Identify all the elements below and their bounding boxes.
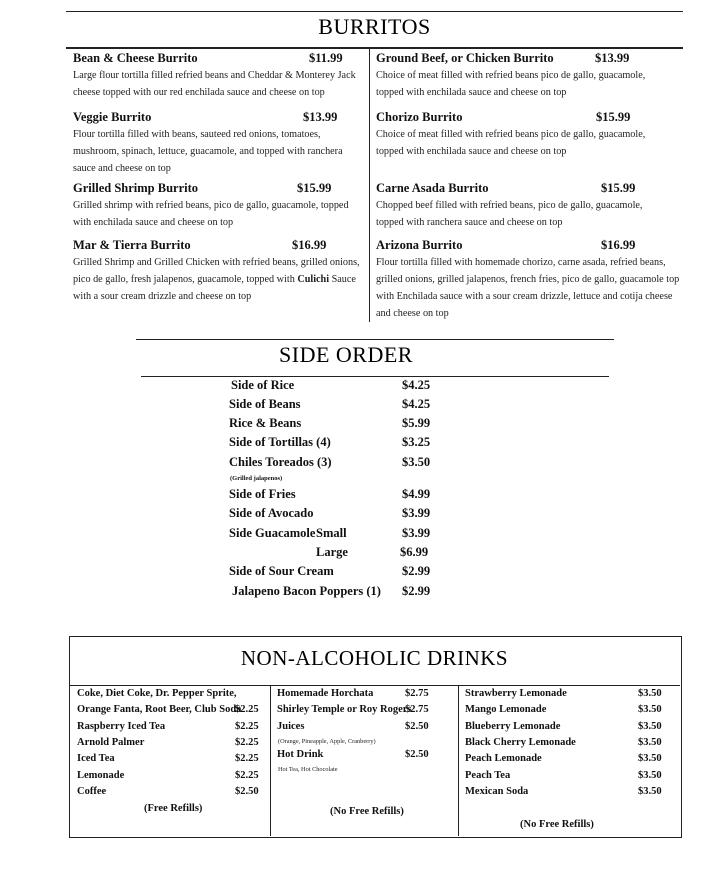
item-name: Chorizo Burrito [376,110,463,124]
side-item-name: Side of Tortillas (4) [229,435,331,449]
side-item-size: Small [316,526,347,540]
item-name: Bean & Cheese Burrito [73,51,198,65]
drink-name: Peach Tea [465,770,511,781]
side-item-price: $4.25 [402,397,431,411]
drink-name: Mango Lemonade [465,704,547,715]
drink-price: $3.50 [638,770,662,781]
item-name: Arizona Burrito [376,238,463,252]
refill-note: (No Free Refills) [520,819,594,830]
side-item-price: $3.25 [402,435,431,449]
item-price: $15.99 [601,181,636,195]
side-order-top-rule [136,339,614,340]
drinks-divider-2 [458,685,459,836]
item-price: $13.99 [595,51,630,65]
drink-name: Blueberry Lemonade [465,721,561,732]
drink-price: $3.50 [638,721,662,732]
item-price: $15.99 [596,110,631,124]
desc-bold-text: Culichi [297,274,330,285]
side-item-price: $3.50 [402,455,431,469]
drink-name: Mexican Soda [465,786,529,797]
item-description: Choice of meat filled with refried beans pico de gallo, guacamole, topped with enchilada sauce and cheese on top [376,129,646,157]
drink-name: Coffee [77,786,107,797]
refill-note: (Free Refills) [144,803,203,814]
side-item-name: Jalapeno Bacon Poppers (1) [232,584,381,598]
side-item-price: $2.99 [402,584,431,598]
side-item-note: (Grilled jalapenos) [230,475,283,482]
drink-note: (Orange, Pineapple, Apple, Cranberry) [278,738,376,745]
item-description: Grilled shrimp with refried beans, pico de gallo, guacamole, topped with enchilada sauce and cheese on top [73,200,349,228]
item-description: Flour tortilla filled with homemade chorizo, carne asada, refried beans, grilled onions, grilled jalapenos, french fries, pico de gallo, guacamole top with Enchilada sauce with a sour cream drizzle, lettuce and cotija cheese and cheese on top [376,257,680,319]
side-item-price: $2.99 [402,564,431,578]
drink-name: Strawberry Lemonade [465,688,567,699]
item-name: Ground Beef, or Chicken Burrito [376,51,554,65]
drink-price: $3.50 [638,753,662,764]
drink-price: $2.25 [235,770,259,781]
side-item-name: Rice & Beans [229,416,302,430]
drink-name: Orange Fanta, Root Beer, Club Soda [77,704,242,715]
side-item-size: Large [316,545,348,559]
drink-price: $2.25 [235,737,259,748]
drink-price: $2.50 [405,721,429,732]
drink-name: Juices [277,721,305,732]
side-item-name: Side Guacamole [229,526,316,540]
item-name: Carne Asada Burrito [376,181,489,195]
side-item-price: $3.99 [402,506,431,520]
drinks-heading: NON-ALCOHOLIC DRINKS [240,646,509,670]
drink-price: $2.75 [405,704,429,715]
drink-price: $2.25 [235,721,259,732]
drink-price: $2.75 [405,688,429,699]
drinks-divider-1 [270,685,271,836]
item-description [73,254,363,305]
drink-name: Coke, Diet Coke, Dr. Pepper Sprite, [77,688,237,699]
item-price: $15.99 [297,181,332,195]
drink-name: Lemonade [77,770,125,781]
item-description: Chopped beef filled with refried beans, pico de gallo, guacamole, topped with ranchera sauce and cheese on top [376,200,643,228]
side-item-price: $4.99 [402,487,431,501]
side-order-heading: SIDE ORDER [279,342,413,367]
drink-name: Black Cherry Lemonade [465,737,576,748]
drink-note: Hot Tea, Hot Chocolate [278,766,338,773]
drink-price: $3.50 [638,737,662,748]
side-item-name: Side of Avocado [229,506,314,520]
drink-name: Peach Lemonade [465,753,542,764]
side-order-heading-rule [141,376,609,377]
top-rule [66,11,683,12]
side-item-price: $3.99 [402,526,431,540]
side-item-name: Side of Rice [231,378,295,392]
burritos-heading-rule [66,47,683,49]
drink-name: Shirley Temple or Roy Rogers [277,704,412,715]
item-description: Large flour tortilla filled refried beans and Cheddar & Monterey Jack cheese topped with our red enchilada sauce and cheese on top [73,70,356,98]
refill-note: (No Free Refills) [330,806,404,817]
drink-price: $2.25 [235,753,259,764]
drink-price: $2.50 [405,749,429,760]
drink-price: $3.50 [638,704,662,715]
drink-price: $3.50 [638,688,662,699]
drink-name: Homemade Horchata [277,688,374,699]
item-description: Flour tortilla filled with beans, sauteed red onions, tomatoes, mushroom, spinach, lettuce, guacamole, and topped with ranchera sauce and cheese on top [73,129,343,174]
side-item-name: Chiles Toreados (3) [229,455,332,469]
item-name: Grilled Shrimp Burrito [73,181,198,195]
drink-price: $2.50 [235,786,259,797]
side-item-price: $6.99 [400,545,429,559]
side-item-name: Side of Beans [229,397,301,411]
side-item-name: Side of Fries [229,487,296,501]
drink-name: Iced Tea [77,753,115,764]
item-name: Veggie Burrito [73,110,152,124]
drink-name: Hot Drink [277,749,324,760]
item-description: Choice of meat filled with refried beans pico de gallo, guacamole, topped with enchilada sauce and cheese on top [376,70,646,98]
drink-name: Raspberry Iced Tea [77,721,166,732]
burritos-column-divider [369,49,370,322]
item-price: $13.99 [303,110,338,124]
drink-price: $2.25 [235,704,259,715]
drinks-heading-rule [70,685,680,686]
drink-name: Arnold Palmer [77,737,145,748]
desc-text: Grilled Shrimp and Grilled Chicken with refried beans, grilled onions, pico de gallo, fresh jalapenos, guacamole, topped with [73,257,360,285]
item-price: $16.99 [292,238,327,252]
side-item-price: $4.25 [402,378,431,392]
side-item-name: Side of Sour Cream [229,564,334,578]
burritos-heading: BURRITOS [318,14,431,39]
desc-text: Sauce with a sour cream drizzle and cheese on top [73,274,356,302]
item-price: $11.99 [309,51,343,65]
item-name: Mar & Tierra Burrito [73,238,191,252]
item-price: $16.99 [601,238,636,252]
drink-price: $3.50 [638,786,662,797]
side-item-price: $5.99 [402,416,431,430]
